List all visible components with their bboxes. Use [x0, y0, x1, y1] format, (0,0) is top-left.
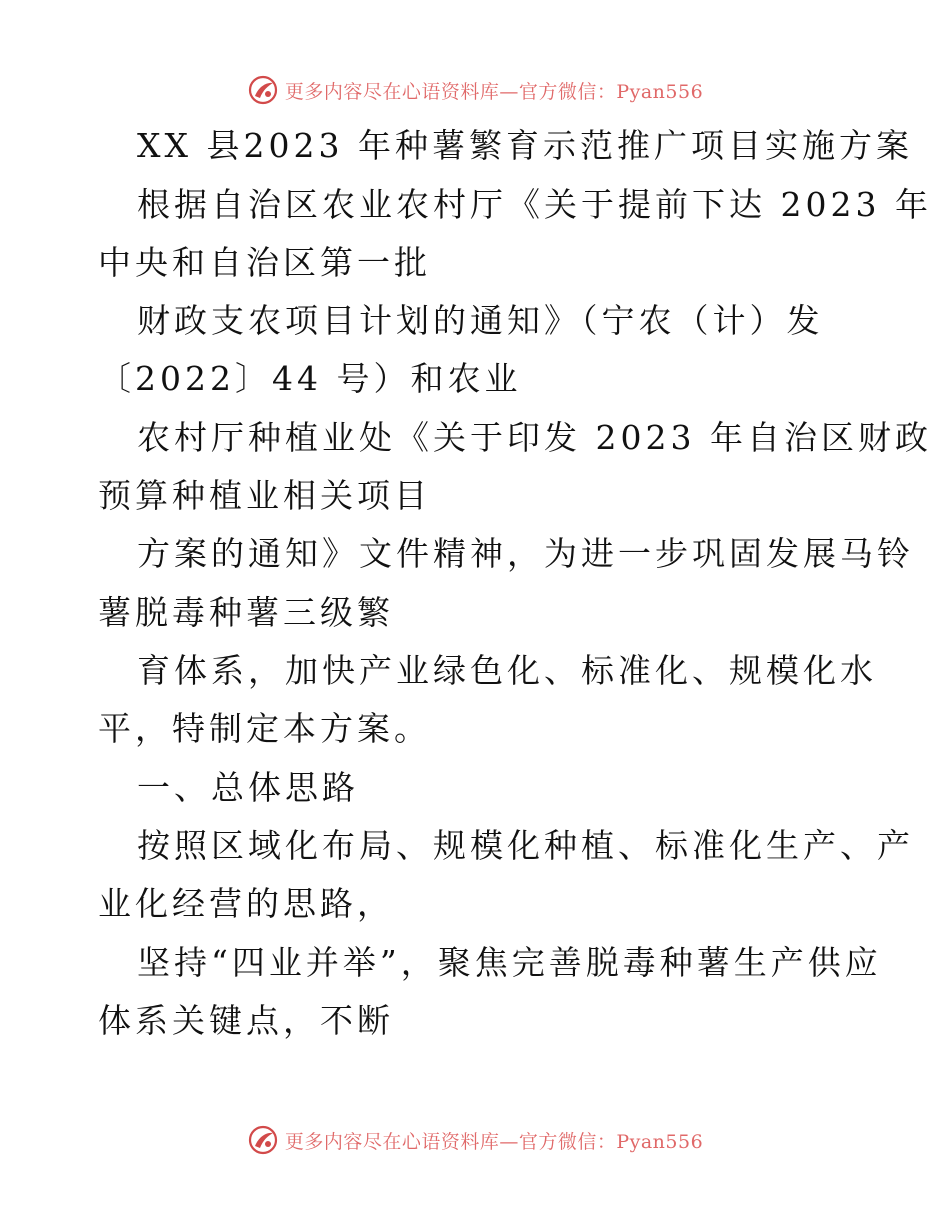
paragraph-line: 育体系，加快产业绿色化、标准化、规模化水: [137, 651, 877, 690]
paragraph-line: 〔2022〕44 号）和农业: [98, 359, 522, 398]
watermark-header: [0, 72, 950, 108]
paragraph-line: 预算种植业相关项目: [98, 476, 431, 515]
brand-logo-icon: [247, 74, 279, 106]
paragraph-line: 中央和自治区第一批: [98, 243, 431, 282]
paragraph-line: 根据自治区农业农村厅《关于提前下达 2023 年: [137, 185, 932, 224]
paragraph-line: 方案的通知》文件精神，为进一步巩固发展马铃: [137, 534, 914, 573]
paragraph-line: 按照区域化布局、规模化种植、标准化生产、产: [137, 826, 914, 865]
document-title: XX 县2023 年种薯繁育示范推广项目实施方案: [137, 126, 913, 165]
paragraph-line: 财政支农项目计划的通知》（宁农（计）发: [137, 301, 824, 340]
brand-logo-icon: [247, 1124, 279, 1156]
watermark-text: 更多内容尽在心语资料库—官方微信：Pyan556: [284, 80, 704, 103]
watermark-text: 更多内容尽在心语资料库—官方微信：Pyan556: [284, 1130, 704, 1153]
paragraph-line: 薯脱毒种薯三级繁: [98, 593, 394, 632]
paragraph-line: 业化经营的思路，: [98, 884, 394, 923]
paragraph-line: 农村厅种植业处《关于印发 2023 年自治区财政: [137, 418, 932, 457]
section-heading: 一、总体思路: [137, 768, 359, 807]
paragraph-line: 坚持“四业并举”，聚焦完善脱毒种薯生产供应: [137, 943, 882, 982]
paragraph-line: 平，特制定本方案。: [98, 709, 431, 748]
paragraph-line: 体系关键点，不断: [98, 1001, 394, 1040]
watermark-footer: [0, 1122, 950, 1158]
